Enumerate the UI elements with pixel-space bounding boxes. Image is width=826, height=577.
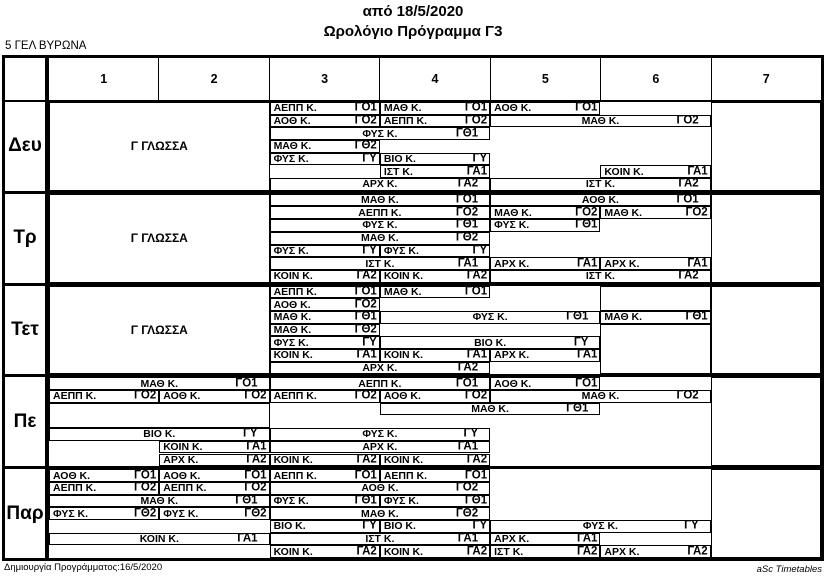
lesson-subject: ΑΕΠΠ Κ. (358, 377, 402, 390)
lesson-subject: ΑΡΧ Κ. (362, 361, 398, 374)
lesson-subject: ΒΙΟ Κ. (383, 152, 416, 165)
lesson-subject: ΦΥΣ Κ. (383, 494, 419, 507)
lesson-subject: ΑΕΠΠ Κ. (53, 390, 97, 403)
lesson-group: ΓΘ1 (685, 310, 708, 323)
lesson-subject: ΑΟΘ Κ. (581, 193, 619, 206)
day-label-wed: Τετ (5, 286, 49, 375)
lesson-subject: ΑΡΧ Κ. (494, 349, 530, 362)
lesson-cell (49, 428, 270, 441)
lesson-subject: ΑΕΠΠ Κ. (53, 481, 97, 494)
date-line: από 18/5/2020 (362, 3, 464, 20)
lesson-subject: ΙΣΤ Κ. (365, 532, 395, 545)
class-block-cell (49, 102, 270, 191)
lesson-group: ΓΟ1 (354, 468, 377, 481)
lesson-group: ΓΥ (472, 244, 488, 257)
lesson-subject: ΦΥΣ Κ. (582, 520, 618, 532)
lesson-subject: ΦΥΣ Κ. (362, 219, 398, 232)
day-label-tue: Τρ (5, 194, 49, 283)
lesson-subject: ΦΥΣ Κ. (163, 507, 199, 520)
lesson-subject: ΜΑΘ Κ. (140, 494, 179, 507)
lesson-cell (270, 336, 380, 349)
day-row-thu (5, 374, 821, 466)
lesson-subject: ΒΙΟ Κ. (383, 520, 416, 532)
lesson-cell (600, 165, 710, 178)
lesson-subject: Γ ΓΛΩΣΣΑ (130, 322, 188, 337)
period-header-3: 3 (269, 58, 379, 100)
lesson-group: ΓΟ2 (464, 389, 488, 402)
lesson-subject: ΦΥΣ Κ. (273, 336, 309, 349)
lesson-group: ΓΑ2 (466, 453, 488, 466)
day-grid-thu (49, 377, 821, 466)
lesson-cell (270, 495, 380, 508)
lesson-subject: ΑΟΘ Κ. (383, 390, 421, 403)
lesson-group: ΓΑ2 (246, 453, 267, 466)
lesson-subject: ΜΑΘ Κ. (581, 390, 620, 403)
lesson-subject: ΜΑΘ Κ. (383, 102, 422, 115)
lesson-subject: ΑΡΧ Κ. (494, 532, 530, 545)
period-header-cells (49, 58, 821, 100)
lesson-cell (380, 311, 601, 324)
lesson-group: ΓΘ1 (455, 126, 479, 139)
lesson-subject: ΑΕΠΠ Κ. (273, 102, 317, 115)
day-grid-mon (49, 102, 821, 191)
lesson-subject: ΜΑΘ Κ. (471, 402, 509, 415)
lesson-cell (380, 545, 490, 558)
empty-cell (49, 403, 270, 428)
day-grid-fri (49, 469, 821, 558)
lesson-subject: ΦΥΣ Κ. (494, 219, 530, 232)
period-header-2: 2 (158, 58, 268, 100)
lesson-cell (49, 390, 159, 403)
lesson-subject: ΜΑΘ Κ. (383, 285, 422, 298)
lesson-subject: ΑΕΠΠ Κ. (273, 285, 317, 298)
lesson-subject: ΚΟΙΝ Κ. (383, 545, 424, 558)
lesson-group: ΓΟ2 (134, 389, 157, 402)
day-row-tue (5, 191, 821, 283)
lesson-subject: ΒΙΟ Κ. (143, 428, 176, 441)
lesson-group: ΓΑ2 (356, 453, 377, 466)
lesson-cell (490, 115, 711, 128)
lesson-group: ΓΟ2 (354, 114, 377, 127)
lesson-group: ΓΟ2 (676, 114, 699, 127)
lesson-group: ΓΟ2 (354, 389, 377, 402)
lesson-cell (270, 257, 491, 270)
lesson-cell (270, 102, 380, 115)
lesson-cell (270, 377, 491, 390)
lesson-group: ΓΟ1 (455, 193, 479, 206)
timetable (2, 55, 824, 561)
lesson-group: ΓΘ2 (244, 506, 267, 519)
lesson-subject: ΑΟΘ Κ. (494, 102, 532, 115)
lesson-cell (270, 232, 491, 245)
lesson-group: ΓΟ1 (464, 468, 488, 481)
lesson-subject: ΑΡΧ Κ. (494, 257, 530, 270)
lesson-cell (380, 153, 490, 166)
lesson-cell (380, 115, 490, 128)
lesson-group: ΓΑ2 (457, 177, 479, 190)
lesson-group: ΓΑ1 (457, 532, 479, 545)
lesson-subject: ΑΟΘ Κ. (273, 298, 311, 311)
day-row-fri (5, 466, 821, 558)
lesson-cell (49, 495, 270, 508)
period-header-5: 5 (490, 58, 600, 100)
lesson-subject: ΑΡΧ Κ. (362, 440, 398, 453)
class-block-cell (49, 286, 270, 375)
lesson-cell (490, 377, 600, 390)
day-label-thu: Πε (5, 377, 49, 466)
lesson-cell (270, 298, 380, 311)
day-row-wed (5, 283, 821, 375)
lesson-cell (380, 102, 490, 115)
lesson-cell (380, 165, 490, 178)
lesson-subject: ΦΥΣ Κ. (383, 244, 419, 257)
lesson-subject: ΑΟΘ Κ. (361, 481, 399, 494)
header-corner-cell (5, 58, 49, 100)
lesson-cell (49, 533, 270, 546)
lesson-subject: ΜΑΘ Κ. (494, 206, 532, 219)
lesson-subject: ΒΙΟ Κ. (474, 336, 507, 349)
lesson-group: ΓΥ (573, 335, 589, 348)
lesson-cell (270, 441, 491, 454)
lesson-cell (380, 349, 490, 362)
lesson-group: ΓΑ1 (687, 256, 708, 269)
lesson-subject: ΑΟΘ Κ. (163, 469, 201, 482)
lesson-cell (600, 311, 710, 324)
lesson-cell (270, 362, 491, 375)
lesson-subject: ΑΡΧ Κ. (362, 178, 398, 191)
lesson-group: ΓΑ1 (356, 348, 377, 361)
timetable-days (5, 102, 821, 558)
lesson-cell (380, 495, 490, 508)
period-header-row (5, 58, 821, 102)
lesson-group: ΓΘ2 (455, 506, 479, 519)
lesson-subject: ΚΟΙΝ Κ. (163, 440, 203, 453)
lesson-group: ΓΟ1 (676, 193, 699, 206)
lesson-cell (490, 545, 600, 558)
lesson-group: ΓΘ1 (235, 494, 258, 507)
lesson-group: ΓΑ1 (466, 348, 488, 361)
lesson-group: ΓΥ (472, 519, 488, 532)
lesson-subject: ΜΑΘ Κ. (581, 114, 620, 127)
lesson-subject: ΜΑΘ Κ. (604, 206, 643, 219)
lesson-subject: ΑΕΠΠ Κ. (273, 469, 317, 482)
lesson-group: ΓΑ2 (466, 269, 488, 282)
lesson-cell (270, 270, 380, 283)
lesson-cell (380, 403, 601, 416)
lesson-cell (490, 206, 600, 219)
lesson-subject: ΦΥΣ Κ. (362, 428, 398, 441)
lesson-subject: ΦΥΣ Κ. (472, 311, 508, 324)
page-title: Ωρολόγιο Πρόγραμμα Γ3 (323, 23, 503, 40)
empty-cell (711, 286, 821, 375)
lesson-subject: ΙΣΤ Κ. (365, 257, 395, 270)
lesson-subject: ΚΟΙΝ Κ. (139, 532, 179, 545)
lesson-subject: ΑΡΧ Κ. (604, 257, 640, 270)
lesson-cell (490, 270, 711, 283)
lesson-cell (270, 469, 380, 482)
lesson-subject: ΑΟΘ Κ. (273, 114, 311, 127)
lesson-subject: Γ ΓΛΩΣΣΑ (130, 231, 188, 246)
lesson-cell (270, 206, 491, 219)
lesson-group: ΓΑ2 (577, 544, 598, 557)
lesson-cell (490, 390, 711, 403)
lesson-group: ΓΑ1 (577, 256, 598, 269)
lesson-group: ΓΑ2 (678, 177, 699, 190)
lesson-cell (270, 311, 380, 324)
lesson-cell (159, 469, 269, 482)
lesson-cell (270, 140, 380, 153)
lesson-subject: ΙΣΤ Κ. (585, 269, 615, 282)
lesson-group: ΓΟ2 (244, 481, 267, 494)
lesson-cell (270, 507, 491, 520)
lesson-subject: ΙΣΤ Κ. (383, 165, 413, 178)
lesson-group: ΓΘ1 (575, 218, 598, 231)
lesson-group: ΓΘ2 (134, 506, 157, 519)
lesson-cell (380, 454, 490, 467)
lesson-group: ΓΟ1 (464, 101, 488, 114)
school-name: 5 ΓΕΛ ΒΥΡΩΝΑ (5, 40, 87, 52)
lesson-group: ΓΟ1 (464, 285, 488, 298)
lesson-cell (490, 257, 600, 270)
lesson-group: ΓΑ2 (356, 544, 377, 557)
lesson-cell (270, 482, 491, 495)
lesson-cell (159, 507, 269, 520)
lesson-cell (49, 482, 159, 495)
lesson-group: ΓΟ2 (676, 389, 699, 402)
lesson-group: ΓΑ2 (356, 269, 377, 282)
lesson-cell (270, 245, 380, 258)
lesson-subject: ΦΥΣ Κ. (53, 507, 89, 520)
period-header-4: 4 (379, 58, 489, 100)
lesson-subject: ΚΟΙΝ Κ. (604, 165, 644, 178)
lesson-cell (270, 194, 491, 207)
lesson-group: ΓΥ (362, 335, 377, 348)
lesson-cell (270, 349, 380, 362)
period-header-6: 6 (600, 58, 710, 100)
lesson-group: ΓΑ1 (457, 256, 479, 269)
lesson-subject: ΚΟΙΝ Κ. (273, 545, 313, 558)
lesson-group: ΓΑ2 (678, 269, 699, 282)
lesson-cell (270, 520, 380, 533)
day-grid-tue (49, 194, 821, 283)
empty-cell (711, 194, 821, 283)
lesson-group: ΓΘ1 (354, 494, 377, 507)
lesson-group: ΓΥ (684, 519, 699, 532)
lesson-group: ΓΟ2 (354, 297, 377, 310)
creation-date-label: Δημιουργία Προγράμματος:16/5/2020 (4, 562, 163, 573)
lesson-cell (600, 206, 710, 219)
lesson-group: ΓΟ2 (455, 206, 479, 219)
lesson-subject: ΜΑΘ Κ. (361, 507, 399, 520)
lesson-group: ΓΥ (472, 152, 488, 165)
lesson-group: ΓΟ1 (235, 376, 258, 389)
empty-cell (600, 286, 710, 311)
lesson-subject: ΙΣΤ Κ. (494, 545, 524, 558)
lesson-subject: ΜΑΘ Κ. (361, 231, 399, 244)
lesson-group: ΓΟ2 (244, 389, 267, 402)
lesson-cell (270, 324, 380, 337)
lesson-group: ΓΟ1 (575, 101, 598, 114)
lesson-group: ΓΥ (362, 152, 377, 165)
empty-cell (600, 324, 710, 375)
lesson-subject: ΦΥΣ Κ. (362, 127, 398, 140)
lesson-subject: ΑΕΠΠ Κ. (163, 481, 207, 494)
lesson-subject: ΜΑΘ Κ. (604, 311, 643, 324)
lesson-cell (270, 127, 491, 140)
lesson-subject: ΚΟΙΝ Κ. (273, 269, 313, 282)
lesson-cell (380, 245, 490, 258)
lesson-subject: ΑΡΧ Κ. (163, 453, 199, 466)
lesson-group: ΓΟ1 (134, 468, 157, 481)
lesson-group: ΓΟ1 (244, 468, 267, 481)
lesson-group: ΓΘ1 (566, 402, 589, 415)
lesson-subject: ΚΟΙΝ Κ. (383, 453, 424, 466)
lesson-group: ΓΟ1 (354, 285, 377, 298)
lesson-subject: ΜΑΘ Κ. (273, 311, 312, 324)
day-grid-wed (49, 286, 821, 375)
lesson-group: ΓΥ (362, 519, 377, 532)
lesson-subject: ΙΣΤ Κ. (585, 178, 615, 191)
lesson-subject: ΑΟΘ Κ. (53, 469, 91, 482)
lesson-subject: ΑΟΘ Κ. (494, 377, 532, 390)
lesson-cell (380, 336, 601, 349)
lesson-subject: ΜΑΘ Κ. (273, 140, 312, 153)
lesson-cell (270, 178, 491, 191)
lesson-cell (49, 507, 159, 520)
lesson-subject: ΚΟΙΝ Κ. (383, 349, 424, 362)
lesson-subject: Γ ΓΛΩΣΣΑ (130, 139, 188, 154)
lesson-group: ΓΑ2 (687, 544, 708, 557)
lesson-cell (49, 377, 270, 390)
lesson-cell (270, 219, 491, 232)
lesson-group: ΓΑ1 (466, 165, 488, 177)
lesson-cell (490, 194, 711, 207)
lesson-cell (600, 545, 710, 558)
lesson-cell (380, 286, 490, 299)
lesson-group: ΓΘ1 (354, 310, 377, 323)
lesson-group: ΓΑ2 (457, 361, 479, 374)
lesson-group: ΓΘ1 (455, 218, 479, 231)
lesson-subject: ΑΕΠΠ Κ. (273, 390, 317, 403)
lesson-group: ΓΟ1 (354, 101, 377, 114)
class-block-cell (49, 194, 270, 283)
lesson-cell (490, 533, 600, 546)
lesson-cell (380, 520, 490, 533)
lesson-cell (380, 390, 490, 403)
lesson-subject: ΦΥΣ Κ. (273, 244, 309, 257)
lesson-group: ΓΟ2 (685, 206, 708, 219)
lesson-cell (270, 390, 380, 403)
lesson-subject: ΒΙΟ Κ. (273, 520, 306, 532)
lesson-cell (49, 469, 159, 482)
asc-timetables-brand: aSc Timetables (756, 564, 822, 575)
lesson-cell (270, 115, 380, 128)
empty-cell (711, 102, 821, 191)
lesson-group: ΓΟ2 (575, 206, 598, 219)
lesson-group: ΓΘ2 (354, 139, 377, 152)
lesson-group: ΓΑ2 (466, 544, 488, 557)
lesson-subject: ΜΑΘ Κ. (140, 377, 179, 390)
lesson-subject: ΚΟΙΝ Κ. (273, 453, 313, 466)
lesson-cell (159, 390, 269, 403)
lesson-group: ΓΘ1 (464, 494, 488, 507)
lesson-group: ΓΑ1 (457, 440, 479, 453)
lesson-subject: ΦΥΣ Κ. (273, 152, 309, 165)
lesson-cell (380, 469, 490, 482)
period-header-1: 1 (100, 72, 108, 86)
lesson-cell (159, 482, 269, 495)
lesson-subject: ΑΡΧ Κ. (604, 545, 640, 558)
lesson-cell (490, 219, 600, 232)
day-label-mon: Δευ (5, 102, 49, 191)
empty-cell (711, 377, 821, 466)
lesson-subject: ΑΕΠΠ Κ. (358, 206, 402, 219)
lesson-group: ΓΥ (463, 427, 479, 440)
lesson-cell (600, 257, 710, 270)
day-row-mon (5, 102, 821, 191)
lesson-group: ΓΘ2 (455, 231, 479, 244)
lesson-cell (490, 102, 600, 115)
lesson-cell (270, 153, 380, 166)
lesson-group: ΓΥ (242, 427, 258, 440)
lesson-group: ΓΘ1 (566, 310, 589, 323)
lesson-subject: ΜΑΘ Κ. (361, 193, 399, 206)
lesson-cell (490, 520, 711, 533)
period-header-7: 7 (711, 58, 821, 100)
lesson-group: ΓΑ1 (237, 532, 258, 545)
lesson-group: ΓΟ1 (455, 376, 479, 389)
lesson-cell (490, 349, 600, 362)
lesson-subject: ΑΟΘ Κ. (163, 390, 201, 403)
empty-cell (711, 469, 821, 558)
lesson-group: ΓΑ1 (687, 165, 708, 177)
lesson-subject: ΚΟΙΝ Κ. (273, 349, 313, 362)
lesson-group: ΓΘ2 (354, 323, 377, 336)
lesson-subject: ΦΥΣ Κ. (273, 494, 309, 507)
lesson-subject: ΑΕΠΠ Κ. (383, 469, 428, 482)
lesson-group: ΓΟ1 (575, 376, 598, 389)
lesson-cell (159, 454, 269, 467)
lesson-group: ΓΑ1 (577, 348, 598, 361)
lesson-cell (270, 545, 380, 558)
lesson-group: ΓΥ (362, 244, 377, 257)
lesson-cell (270, 286, 380, 299)
lesson-group: ΓΑ1 (246, 440, 267, 453)
lesson-subject: ΑΕΠΠ Κ. (383, 114, 428, 127)
lesson-cell (270, 428, 491, 441)
lesson-group: ΓΑ1 (577, 532, 598, 545)
lesson-group: ΓΟ2 (134, 481, 157, 494)
lesson-subject: ΜΑΘ Κ. (273, 323, 312, 336)
lesson-cell (490, 178, 711, 191)
lesson-group: ΓΟ2 (464, 114, 488, 127)
lesson-cell (270, 533, 491, 546)
day-label-fri: Παρ (5, 469, 49, 558)
lesson-group: ΓΟ2 (455, 481, 479, 494)
lesson-subject: ΚΟΙΝ Κ. (383, 269, 424, 282)
lesson-cell (159, 441, 269, 454)
lesson-cell (380, 270, 490, 283)
lesson-cell (270, 454, 380, 467)
